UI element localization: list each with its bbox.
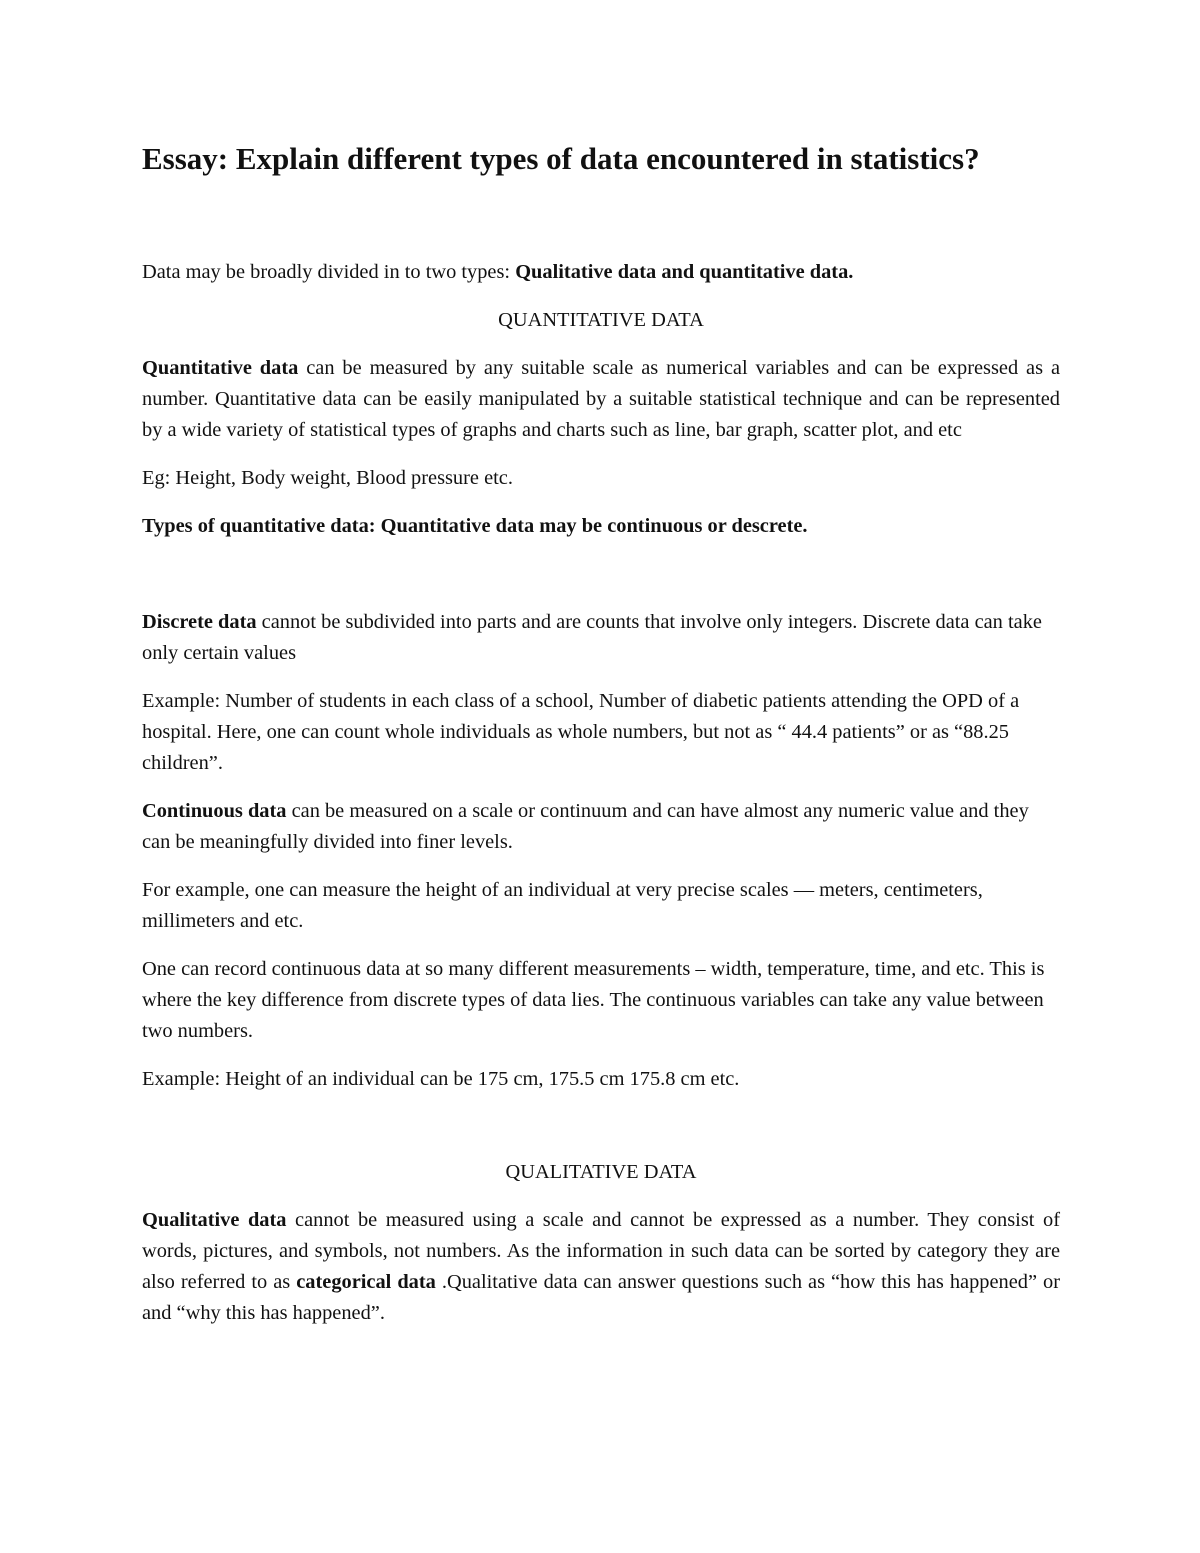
quantitative-paragraph xyxy=(142,353,1060,446)
spacer xyxy=(142,1112,1060,1157)
continuous-text: can be measured on a scale or continuum and can have almost any numeric value and they can be meaningfully divided into finer levels. xyxy=(142,800,1029,854)
continuous-example-2: One can record continuous data at so many different measurements – width, temperature, time, and etc. This is where the key difference from discrete types of data lies. The continuous variables can take any value between two numbers. xyxy=(142,958,1045,1043)
quantitative-example: Eg: Height, Body weight, Blood pressure etc. xyxy=(142,467,513,490)
discrete-text: cannot be subdivided into parts and are counts that involve only integers. Discrete data can take only certain values xyxy=(142,611,1042,665)
quantitative-text: can be measured by any suitable scale as numerical variables and can be expressed as a number. Quantitative data can be easily manipulated by a suitable statistical technique and can be represented by a wide variety of statistical types of graphs and charts such as line, bar graph, scatter plot, and etc xyxy=(142,357,1060,442)
intro-text: Data may be broadly divided in to two types: xyxy=(142,261,516,284)
qualitative-text-1: cannot be measured using a scale and cannot be expressed as a number. They consist of words, pictures, and symbols, not numbers. As the information in such data can be sorted by category they are also referred to as xyxy=(142,1209,1060,1294)
spacer xyxy=(142,559,1060,607)
qualitative-paragraph xyxy=(142,1205,1060,1329)
qualitative-text-2: .Qualitative data can answer questions such as “how this has happened” or and “why this has happened”. xyxy=(142,1271,1061,1325)
qualitative-heading: QUALITATIVE DATA xyxy=(505,1161,697,1184)
quantitative-types xyxy=(142,511,1060,542)
quantitative-term: Quantitative data xyxy=(142,357,299,380)
continuous-example-1: For example, one can measure the height of an individual at very precise scales — meters, centimeters, millimeters and etc. xyxy=(142,879,983,933)
intro-bold: Qualitative data and quantitative data. xyxy=(515,261,854,284)
continuous-paragraph xyxy=(142,796,1060,858)
document-page xyxy=(142,140,1060,1346)
quantitative-types-bold: Types of quantitative data: Quantitative data may be continuous or descrete. xyxy=(142,515,808,538)
qualitative-term: Qualitative data xyxy=(142,1209,287,1232)
categorical-term: categorical data xyxy=(296,1271,436,1294)
continuous-term: Continuous data xyxy=(142,800,287,823)
continuous-example-3: Example: Height of an individual can be 175 cm, 175.5 cm 175.8 cm etc. xyxy=(142,1068,740,1091)
intro-paragraph xyxy=(142,257,1060,288)
discrete-term: Discrete data xyxy=(142,611,257,634)
discrete-paragraph xyxy=(142,607,1060,669)
quantitative-heading: QUANTITATIVE DATA xyxy=(498,309,704,332)
essay-title: Essay: Explain different types of data encountered in statistics? xyxy=(142,141,980,176)
discrete-example: Example: Number of students in each class of a school, Number of diabetic patients attending the OPD of a hospital. Here, one can count whole individuals as whole numbers, but not as “ 44.4 patients” or as “88.25 children”. xyxy=(142,690,1020,775)
